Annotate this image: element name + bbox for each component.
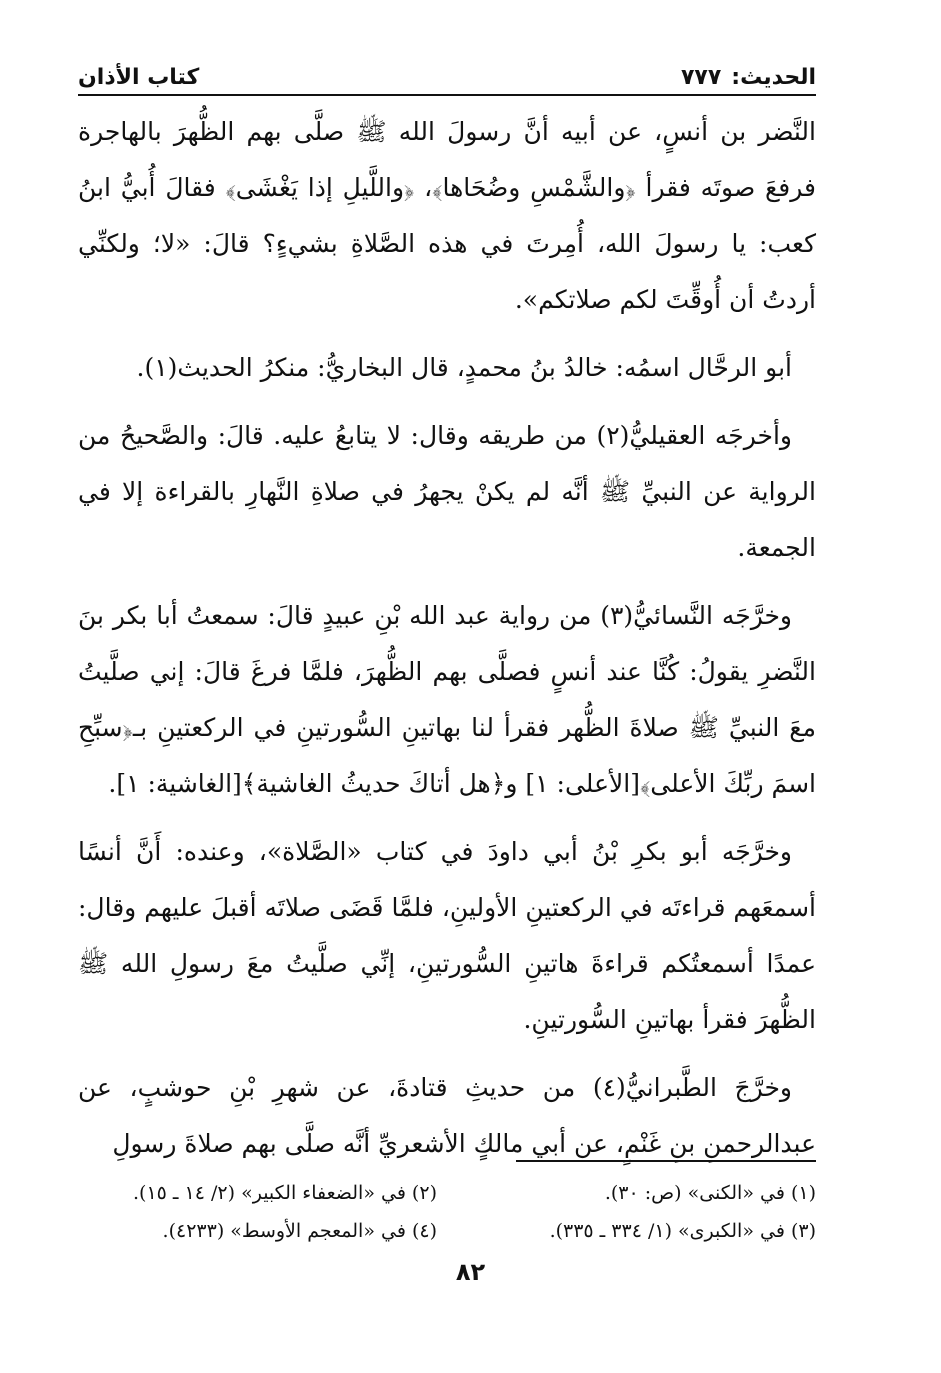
footnote-4: (٤) في «المعجم الأوسط» (٤٢٣٣). xyxy=(162,1220,437,1242)
paragraph: وأخرجَه العقيليُّ(٢) من طريقه وقال: لا يتابعُ عليه. قالَ: والصَّحيحُ من الرواية عن النبيِّ ﷺ أنَّه لم يكنْ يجهرُ في صلاةِ النَّهارِ بالقراءة إلا في الجمعة. xyxy=(78,421,816,562)
book-title: كتاب الأذان xyxy=(78,65,200,90)
main-text xyxy=(78,104,816,1184)
hadith-number: ٧٧٧ xyxy=(680,65,722,90)
paragraph: وخرَّجَه أبو بكرِ بْنُ أبي داودَ في كتاب «الصَّلاة»، وعنده: أَنَّ أنسًا أسمعَهم قراءتَه في الركعتينِ الأولينِ، فلمَّا قَضَى صلاتَه أقبلَ عليهم وقال: عمدًا أسمعتُكم قراءةَ هاتينِ السُّورتينِ، إنِّي صلَّيتُ معَ رسولِ الله ﷺ الظُّهرَ فقرأ بهاتينِ السُّورتينِ. xyxy=(78,837,816,1034)
footnote-2: (٢) في «الضعفاء الكبير» (٢/ ١٤ ـ ١٥). xyxy=(133,1182,437,1204)
header-divider xyxy=(78,94,816,96)
footnote-divider xyxy=(516,1160,816,1162)
hadith-number-label xyxy=(681,65,816,90)
paragraph: أبو الرحَّال اسمُه: خالدُ بنُ محمدٍ، قال البخاريُّ: منكرُ الحديث(١). xyxy=(136,353,792,382)
paragraph: النَّضر بن أنسٍ، عن أبيه أنَّ رسولَ الله ﷺ صلَّى بهم الظُّهرَ بالهاجرة فرفعَ صوتَه فقرأ ﴿والشَّمْسِ وضُحَاها﴾، ﴿واللَّيلِ إذا يَغْشَى﴾ فقالَ أُبيُّ ابنُ كعب: يا رسولَ الله، أُمِرتَ في هذه الصَّلاةِ بشيءٍ؟ قالَ: «لا؛ ولكنِّي أردتُ أن أُوقِّتَ لكم صلاتكم». xyxy=(78,117,816,314)
footnote-3: (٣) في «الكبرى» (١/ ٣٣٤ ـ ٣٣٥). xyxy=(549,1220,816,1242)
paragraph: وخرَّجَ الطَّبرانيُّ(٤) من حديثِ قتادةَ، عن شهرِ بْنِ حوشبٍ، عن عبدالرحمنِ بنِ غَنْمٍ، عن أبي مالكٍ الأشعريِّ أنَّه صلَّى بهم صلاةَ رسولِ xyxy=(78,1073,816,1158)
paragraph: وخرَّجَه النَّسائيُّ(٣) من رواية عبد الله بْنِ عبيدٍ قالَ: سمعتُ أبا بكر بنَ النَّضرِ يقولُ: كُنَّا عند أنسٍ فصلَّى بهم الظُّهرَ، فلمَّا فرغَ قالَ: إني صلَّيتُ معَ النبيِّ ﷺ صلاةَ الظُّهر فقرأ لنا بهاتينِ السُّورتينِ في الركعتينِ بـ﴿سبِّحِ اسمَ ربِّكَ الأعلى﴾[الأعلى: ١] و﴿هل أتاكَ حديثُ الغاشية﴾[الغاشية: ١]. xyxy=(78,601,816,798)
running-header xyxy=(78,50,816,90)
footnotes xyxy=(78,1174,816,1250)
hadith-label: الحديث: xyxy=(731,65,816,90)
footnote-1: (١) في «الكنى» (ص: ٣٠). xyxy=(604,1182,816,1204)
page-number: ٨٢ xyxy=(455,1258,486,1286)
